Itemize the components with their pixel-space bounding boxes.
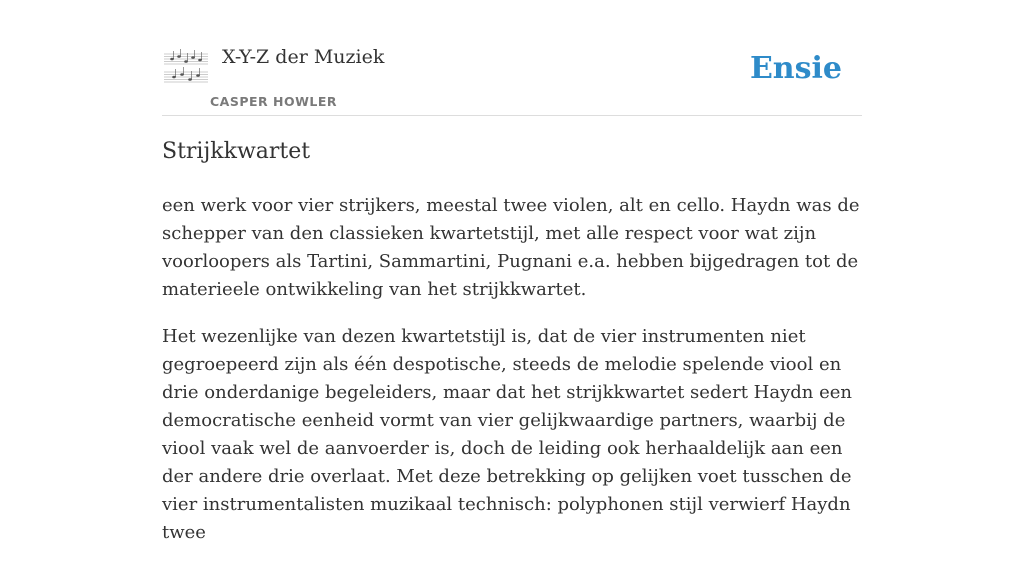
entry-paragraph: Het wezenlijke van dezen kwartetstijl is, dat de vier instrumenten niet gegroepeerd zijn als één despotische, steeds de melodie spelende viool en drie onderdanige begeleiders, maar dat het strijkkwartet sedert Haydn een democratische eenheid vormt van vier gelijkwaardige partners, waarbij de viool vaak wel de aanvoerder is, doch de leiding ook herhaaldelijk aan een der andere drie overlaat. Met deze betrekking op gelijken voet tusschen de vier instrumentalisten muzikaal technisch: polyphonen stijl verwierf Haydn twee — [162, 326, 852, 543]
entry-title: Strijkkwartet — [162, 139, 311, 164]
entry-body — [162, 192, 862, 566]
site-logo[interactable]: Ensie — [749, 51, 842, 86]
header — [162, 0, 862, 116]
book-title[interactable]: X-Y-Z der Muziek — [222, 46, 385, 68]
page — [162, 0, 862, 543]
entry-paragraph: een werk voor vier strijkers, meestal twee violen, alt en cello. Haydn was de schepper van den classieken kwartetstijl, met alle respect voor wat zijn voorloopers als Tartini, Sammartini, Pugnani e.a. hebben bijgedragen tot de materieele ontwikkeling van het strijkkwartet. — [162, 195, 860, 300]
book-author[interactable]: CASPER HOWLER — [210, 94, 338, 109]
sheet-music-icon[interactable] — [162, 44, 210, 88]
